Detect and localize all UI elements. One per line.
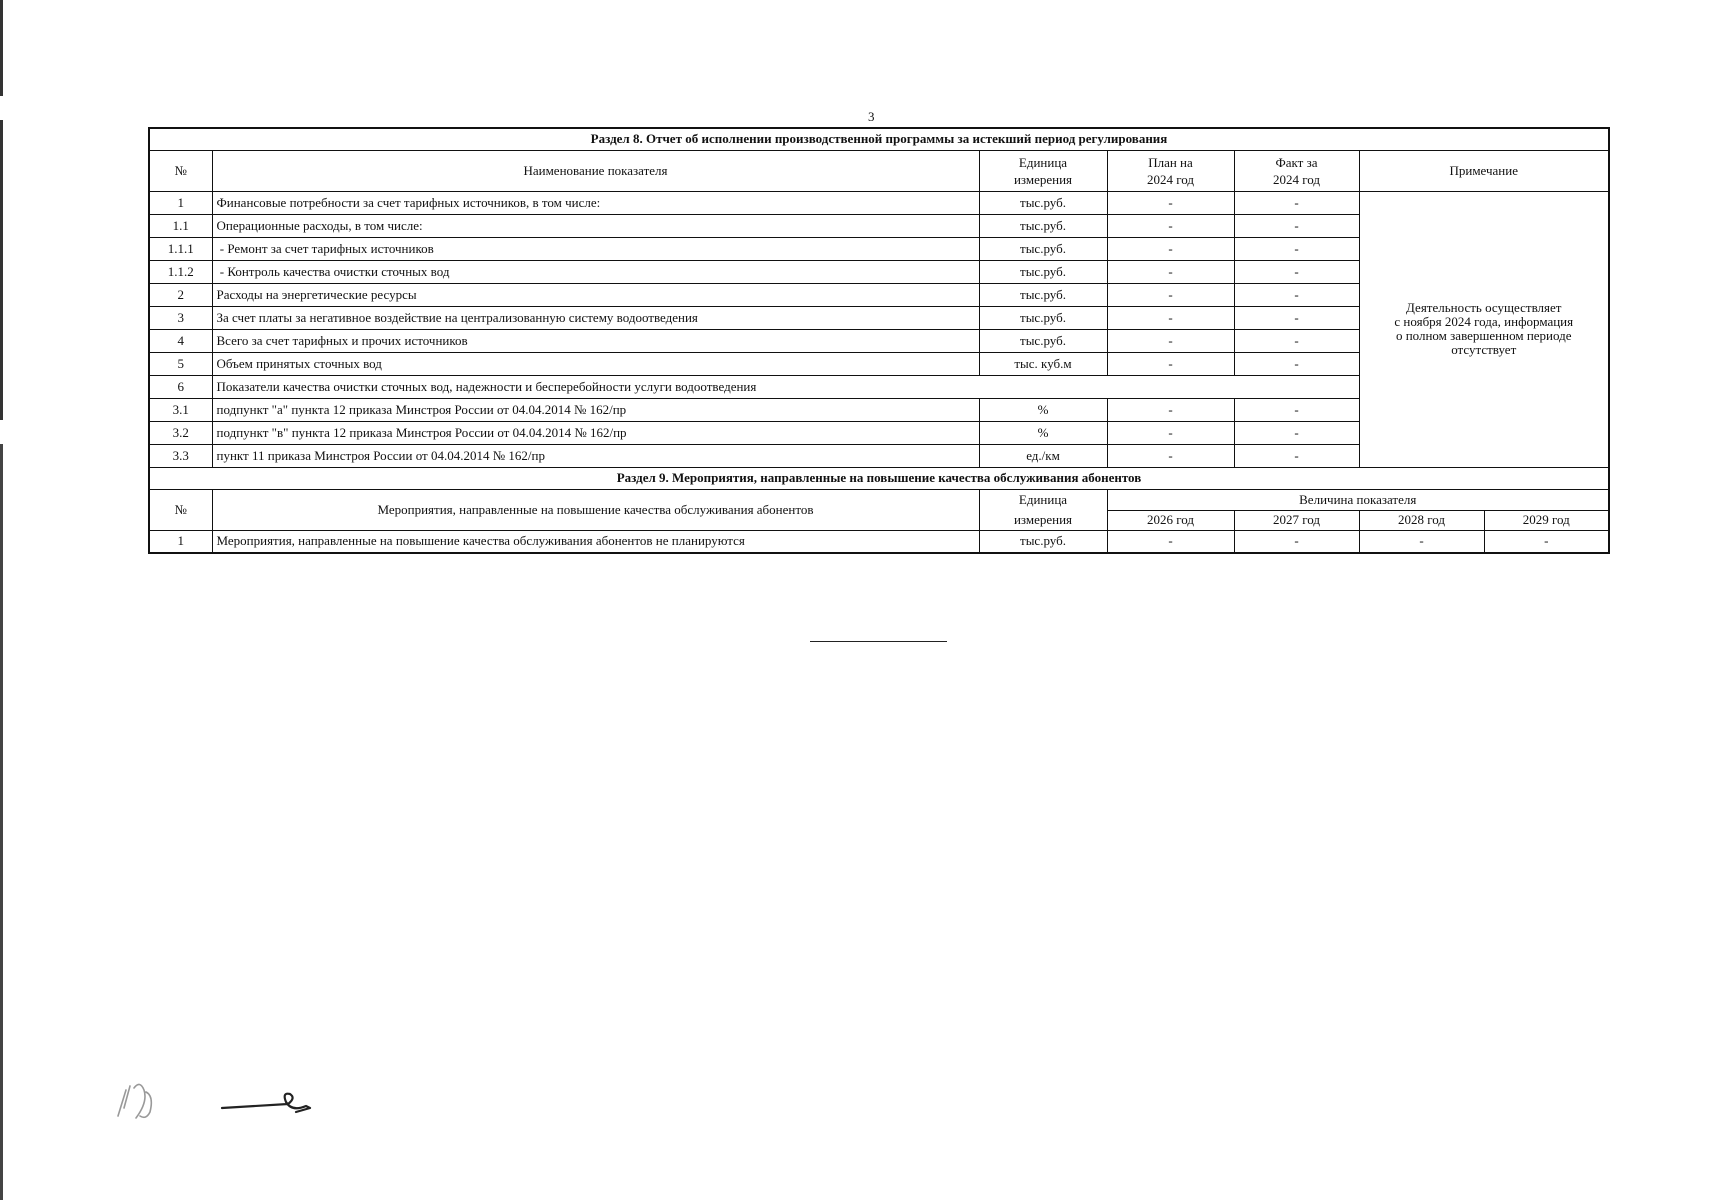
row-value: - bbox=[1359, 530, 1484, 553]
row-name: Объем принятых сточных вод bbox=[212, 352, 979, 375]
s9-header-num: № bbox=[149, 489, 212, 530]
row-num: 3.3 bbox=[149, 444, 212, 467]
row-fact: - bbox=[1234, 306, 1359, 329]
row-unit: тыс.руб. bbox=[979, 306, 1107, 329]
scan-edge bbox=[0, 0, 3, 1200]
row-plan: - bbox=[1107, 306, 1234, 329]
s9-header-year: 2029 год bbox=[1484, 510, 1609, 530]
row-num: 2 bbox=[149, 283, 212, 306]
s9-header-year: 2027 год bbox=[1234, 510, 1359, 530]
header-fact-line1: Факт за bbox=[1275, 154, 1318, 170]
table-row bbox=[149, 530, 1609, 553]
row-num: 3.2 bbox=[149, 421, 212, 444]
header-plan-line1: План на bbox=[1148, 154, 1193, 170]
row-name: - Ремонт за счет тарифных источников bbox=[212, 237, 979, 260]
row-fact: - bbox=[1234, 329, 1359, 352]
report-table bbox=[148, 127, 1610, 554]
row-fact: - bbox=[1234, 398, 1359, 421]
row-fact: - bbox=[1234, 283, 1359, 306]
row-unit: ед./км bbox=[979, 444, 1107, 467]
row-name: Операционные расходы, в том числе: bbox=[212, 214, 979, 237]
row-name: Мероприятия, направленные на повышение качества обслуживания абонентов не планируются bbox=[212, 530, 979, 553]
row-name: Финансовые потребности за счет тарифных источников, в том числе: bbox=[212, 191, 979, 214]
header-fact-line2: 2024 год bbox=[1273, 171, 1320, 187]
header-num: № bbox=[149, 150, 212, 191]
row-name: Всего за счет тарифных и прочих источников bbox=[212, 329, 979, 352]
row-fact: - bbox=[1234, 444, 1359, 467]
section8-header-row bbox=[149, 150, 1609, 191]
row-name: подпункт "в" пункта 12 приказа Минстроя России от 04.04.2014 № 162/пр bbox=[212, 421, 979, 444]
section9-header-row bbox=[149, 489, 1609, 510]
row-plan: - bbox=[1107, 329, 1234, 352]
row-fact: - bbox=[1234, 352, 1359, 375]
row-plan: - bbox=[1107, 191, 1234, 214]
row-plan: - bbox=[1107, 237, 1234, 260]
row-plan: - bbox=[1107, 283, 1234, 306]
row-num: 1.1.2 bbox=[149, 260, 212, 283]
section8-title-row bbox=[149, 128, 1609, 150]
row-num: 6 bbox=[149, 375, 212, 398]
row-unit: % bbox=[979, 421, 1107, 444]
row-fact: - bbox=[1234, 260, 1359, 283]
row-num: 3.1 bbox=[149, 398, 212, 421]
signature-image bbox=[110, 1068, 330, 1138]
row-unit: тыс. куб.м bbox=[979, 352, 1107, 375]
s9-header-year: 2028 год bbox=[1359, 510, 1484, 530]
section8-title: Раздел 8. Отчет об исполнении производственной программы за истекший период регулирования bbox=[149, 128, 1609, 150]
s9-header-year: 2026 год bbox=[1107, 510, 1234, 530]
header-unit-line1: Единица bbox=[1018, 154, 1068, 170]
row-fact: - bbox=[1234, 421, 1359, 444]
footer-rule bbox=[810, 641, 947, 642]
row-name: Показатели качества очистки сточных вод, надежности и бесперебойности услуги водоотведения bbox=[212, 375, 1359, 398]
row-unit: тыс.руб. bbox=[979, 283, 1107, 306]
row-unit: тыс.руб. bbox=[979, 214, 1107, 237]
row-unit: % bbox=[979, 398, 1107, 421]
row-name: За счет платы за негативное воздействие на централизованную систему водоотведения bbox=[212, 306, 979, 329]
row-num: 5 bbox=[149, 352, 212, 375]
note-line: отсутствует bbox=[1451, 342, 1517, 357]
row-fact: - bbox=[1234, 191, 1359, 214]
row-name: - Контроль качества очистки сточных вод bbox=[212, 260, 979, 283]
header-unit bbox=[979, 150, 1107, 191]
row-name: пункт 11 приказа Минстроя России от 04.04.2014 № 162/пр bbox=[212, 444, 979, 467]
row-name: подпункт "а" пункта 12 приказа Минстроя России от 04.04.2014 № 162/пр bbox=[212, 398, 979, 421]
note-line: Деятельность осуществляет bbox=[1406, 300, 1562, 315]
row-num: 1.1.1 bbox=[149, 237, 212, 260]
row-plan: - bbox=[1107, 398, 1234, 421]
s9-header-unit-line1: Единица bbox=[979, 489, 1107, 510]
row-num: 1 bbox=[149, 530, 212, 553]
s9-header-name: Мероприятия, направленные на повышение качества обслуживания абонентов bbox=[212, 489, 979, 530]
row-num: 1.1 bbox=[149, 214, 212, 237]
row-num: 4 bbox=[149, 329, 212, 352]
row-plan: - bbox=[1107, 444, 1234, 467]
row-name: Расходы на энергетические ресурсы bbox=[212, 283, 979, 306]
header-plan-line2: 2024 год bbox=[1147, 171, 1194, 187]
page-number: 3 bbox=[868, 109, 875, 124]
table-row bbox=[149, 191, 1609, 214]
note-line: о полном завершенном периоде bbox=[1395, 328, 1572, 343]
header-plan bbox=[1107, 150, 1234, 191]
row-num: 1 bbox=[149, 191, 212, 214]
note-cell bbox=[1359, 191, 1609, 467]
row-plan: - bbox=[1107, 214, 1234, 237]
row-value: - bbox=[1107, 530, 1234, 553]
row-unit: тыс.руб. bbox=[979, 237, 1107, 260]
row-value: - bbox=[1234, 530, 1359, 553]
row-unit: тыс.руб. bbox=[979, 329, 1107, 352]
row-fact: - bbox=[1234, 214, 1359, 237]
row-unit: тыс.руб. bbox=[979, 530, 1107, 553]
section9-title: Раздел 9. Мероприятия, направленные на повышение качества обслуживания абонентов bbox=[149, 467, 1609, 489]
row-plan: - bbox=[1107, 352, 1234, 375]
row-fact: - bbox=[1234, 237, 1359, 260]
s9-header-value: Величина показателя bbox=[1107, 489, 1609, 510]
s9-header-unit-line2: измерения bbox=[979, 510, 1107, 530]
header-note: Примечание bbox=[1359, 150, 1609, 191]
row-unit: тыс.руб. bbox=[979, 260, 1107, 283]
note-line: с ноября 2024 года, информация bbox=[1394, 314, 1574, 329]
row-value: - bbox=[1484, 530, 1609, 553]
row-plan: - bbox=[1107, 421, 1234, 444]
header-fact bbox=[1234, 150, 1359, 191]
section9-title-row bbox=[149, 467, 1609, 489]
header-unit-line2: измерения bbox=[1013, 171, 1073, 187]
row-num: 3 bbox=[149, 306, 212, 329]
header-name: Наименование показателя bbox=[212, 150, 979, 191]
row-plan: - bbox=[1107, 260, 1234, 283]
row-unit: тыс.руб. bbox=[979, 191, 1107, 214]
